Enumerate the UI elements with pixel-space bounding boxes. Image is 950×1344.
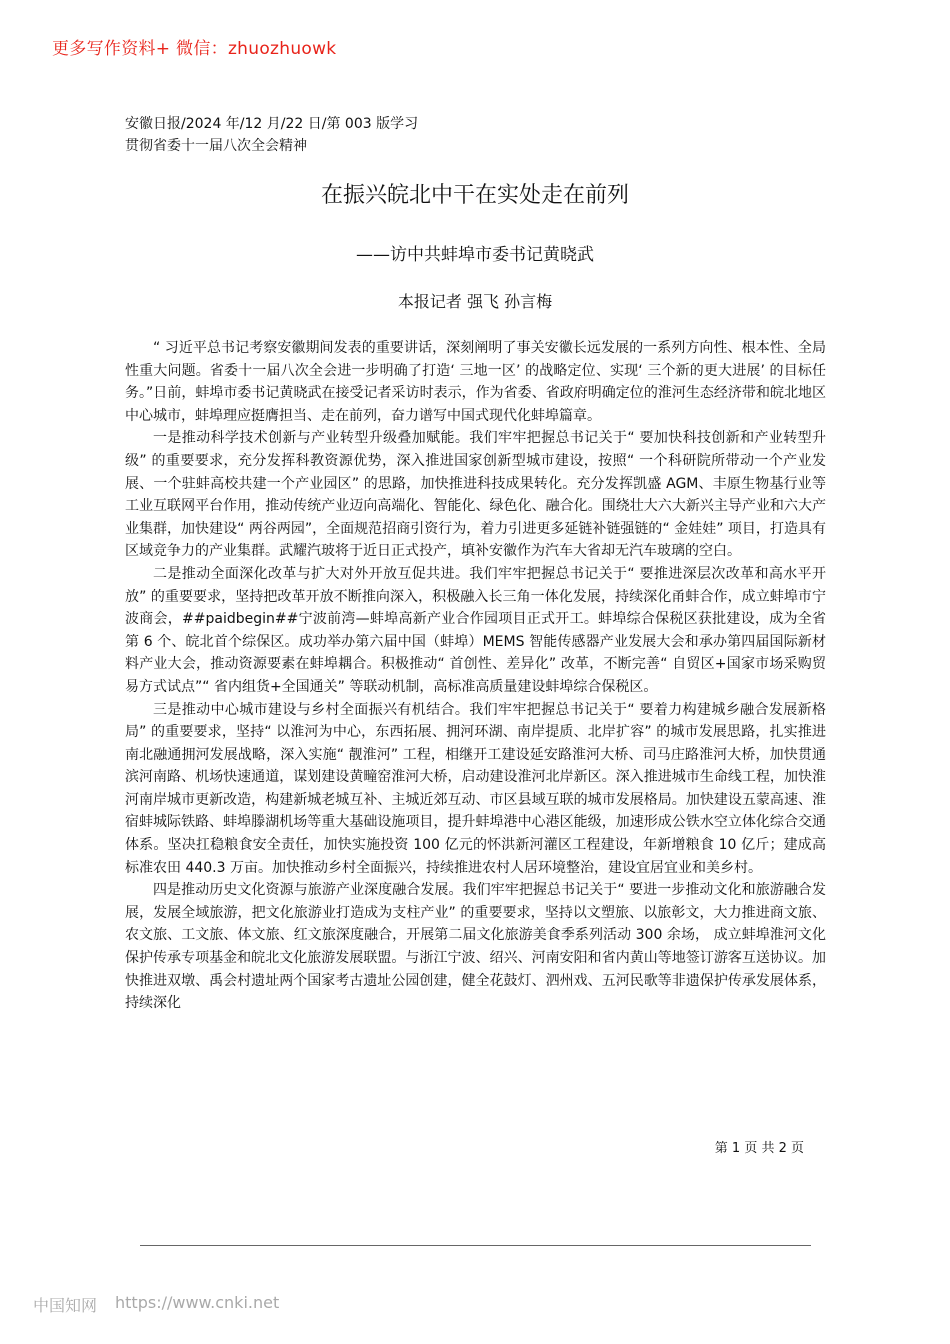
paragraph: 四是推动历史文化资源与旅游产业深度融合发展。我们牢牢把握总书记关于“ 要进一步推动文化和旅游融合发展，发展全域旅游，把文化旅游业打造成为支柱产业” 的重要要求，坚持以文塑旅、以旅彰文，大力推进商文旅、农文旅、工文旅、体文旅、红文旅深度融合，开展第二届文化旅游美食季系列活动 300 余场， 成立蚌埠淮河文化保护传承专项基金和皖北文化旅游发展联盟。与浙江宁波、绍兴、河南安阳和省内黄山等地签订游客互送协议。加快推进双墩、禹会村遗址两个国家考古遗址公园创建，健全花鼓灯、泗州戏、五河民歌等非遗保护传承发展体系，持续深化: [125, 882, 826, 1012]
source-line: 安徽日报/2024 年/12 月/22 日/第 003 版学习贯彻省委十一届八次全会精神: [125, 116, 419, 154]
article-subtitle: ——访中共蚌埠市委书记黄晓武: [356, 245, 594, 265]
promo-banner: 更多写作资料+ 微信：zhuozhuowk: [52, 39, 337, 59]
article-title: 在振兴皖北中干在实处走在前列: [320, 183, 629, 208]
footer-divider: [140, 1245, 811, 1246]
paragraph: 三是推动中心城市建设与乡村全面振兴有机结合。我们牢牢把握总书记关于“ 要着力构建城乡融合发展新格局” 的重要要求，坚持“ 以淮河为中心，东西拓展、拥河环湖、南岸提质、北岸扩容” 的城市发展思路，扎实推进南北融通拥河发展战略，深入实施“ 靓淮河” 工程，相继开工建设延安路淮河大桥、司马庄路淮河大桥，加快贯通滨河南路、机场快速通道，谋划建设黄疃窑淮河大桥，启动建设淮河北岸新区。深入推进城市生命线工程，加快淮河南岸城市更新改造，构建新城老城互补、主城近郊互动、市区县域互联的城市发展格局。加快建设五蒙高速、淮宿蚌城际铁路、蚌埠滕湖机场等重大基础设施项目，提升蚌埠港中心港区能级，加速形成公铁水空立体化综合交通体系。坚决扛稳粮食安全责任，加快实施投资 100 亿元的怀洪新河灌区工程建设，年新增粮食 10 亿斤；建成高标准农田 440.3 万亩。加快推动乡村全面振兴，持续推进农村人居环境整治，建设宜居宜业和美乡村。: [125, 701, 826, 876]
paragraph: 一是推动科学技术创新与产业转型升级叠加赋能。我们牢牢把握总书记关于“ 要加快科技创新和产业转型升级” 的重要要求，充分发挥科教资源优势，深入推进国家创新型城市建设，按照“ 一个科研院所带动一个产业发展、一个驻蚌高校共建一个产业园区” 的思路，加快推进科技成果转化。充分发挥凯盛 AGM、丰原生物基行业等工业互联网平台作用，推动传统产业迈向高端化、智能化、绿色化、融合化。围绕壮大六大新兴主导产业和六大产业集群，加快建设“ 两谷两园”，全面规范招商引资行为，着力引进更多延链补链强链的“ 金娃娃” 项目，打造具有区域竞争力的产业集群。武耀汽玻将于近日正式投产，填补安徽作为汽车大省却无汽车玻璃的空白。: [125, 430, 826, 560]
article-byline: 本报记者 强飞 孙言梅: [397, 292, 553, 311]
paragraph: “ 习近平总书记考察安徽期间发表的重要讲话，深刻阐明了事关安徽长远发展的一系列方向性、根本性、全局性重大问题。省委十一届八次全会进一步明确了打造‘ 三地一区’ 的战略定位、实现‘ 三个新的更大进展’ 的目标任务。”日前，蚌埠市委书记黄晓武在接受记者采访时表示，作为省委、省政府明确定位的淮河生态经济带和皖北地区中心城市，蚌埠理应挺膺担当、走在前列，奋力谱写中国式现代化蚌埠篇章。: [125, 340, 826, 424]
paragraph: 二是推动全面深化改革与扩大对外开放互促共进。我们牢牢把握总书记关于“ 要推进深层次改革和高水平开放” 的重要要求，坚持把改革开放不断推向深入，积极融入长三角一体化发展，持续深化甬蚌合作，成立蚌埠市宁波商会，##paidbegin##宁波前湾—蚌埠高新产业合作园项目正式开工。蚌埠综合保税区获批建设，成为全省第 6 个、皖北首个综保区。成功举办第六届中国（蚌埠）MEMS 智能传感器产业发展大会和承办第四届国际新材料产业大会，推动资源要素在蚌埠耦合。积极推动“ 首创性、差异化” 改革，不断完善“ 自贸区+国家市场采购贸易方式试点”“ 省内组货+全国通关” 等联动机制，高标准高质量建设蚌埠综合保税区。: [125, 565, 826, 695]
article-body: [125, 337, 826, 1015]
footer-site-name: 中国知网: [33, 1296, 98, 1315]
page-number: 第 1 页 共 2 页: [714, 1141, 804, 1156]
footer: [33, 1293, 279, 1316]
footer-url[interactable]: https://www.cnki.net: [115, 1293, 280, 1312]
